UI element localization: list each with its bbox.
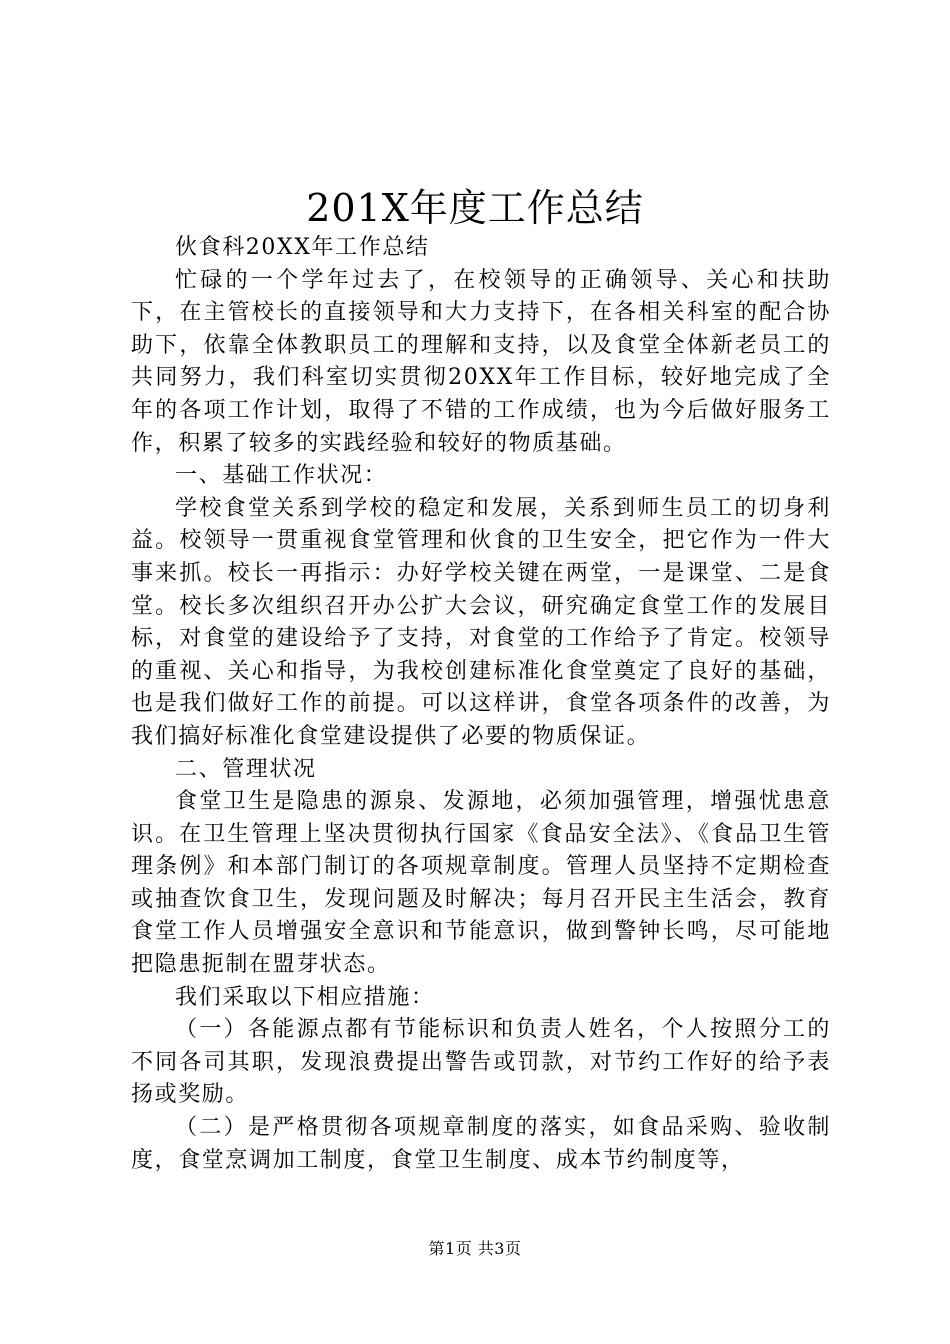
- paragraph-intro: 忙碌的一个学年过去了，在校领导的正确领导、关心和扶助下，在主管校长的直接领导和大力支持下，在各相关科室的配合协助下，依靠全体教职员工的理解和支持，以及食堂全体新老员工的共同努力，我们科室切实贯彻20XX年工作目标，较好地完成了全年的各项工作计划，取得了不错的工作成绩，也为今后做好服务工作，积累了较多的实践经验和较好的物质基础。: [131, 267, 831, 456]
- document-title: 201X年度工作总结: [306, 186, 644, 230]
- paragraph-basic-work: 学校食堂关系到学校的稳定和发展，关系到师生员工的切身利益。校领导一贯重视食堂管理和伙食的卫生安全，把它作为一件大事来抓。校长一再指示：办好学校关键在两堂，一是课堂、二是食堂。校长多次组织召开办公扩大会议，研究确定食堂工作的发展目标，对食堂的建设给予了支持，对食堂的工作给予了肯定。校领导的重视、关心和指导，为我校创建标准化食堂奠定了良好的基础，也是我们做好工作的前提。可以这样讲，食堂各项条件的改善，为我们搞好标准化食堂建设提供了必要的物质保证。: [131, 495, 831, 749]
- page-number-footer: 第1页 共3页: [428, 1239, 522, 1258]
- section-heading-management: 二、管理状况: [175, 756, 317, 782]
- paragraph-measure-2: （二）是严格贯彻各项规章制度的落实，如食品采购、验收制度，食堂烹调加工制度，食堂卫生制度、成本节约制度等，: [131, 1115, 831, 1173]
- paragraph-measure-1: （一）各能源点都有节能标识和负责人姓名，个人按照分工的不同各司其职，发现浪费提出警告或罚款，对节约工作好的给予表扬或奖励。: [131, 1017, 831, 1108]
- section-heading-basic-work: 一、基础工作状况：: [175, 463, 388, 489]
- paragraph-subtitle: 伙食科20XX年工作总结: [175, 235, 430, 260]
- document-body: [131, 232, 831, 1177]
- paragraph-management: 食堂卫生是隐患的源泉、发源地，必须加强管理，增强忧患意识。在卫生管理上坚决贯彻执行国家《食品安全法》、《食品卫生管理条例》和本部门制订的各项规章制度。管理人员坚持不定期检查或抽查饮食卫生，发现问题及时解决；每月召开民主生活会，教育食堂工作人员增强安全意识和节能意识，做到警钟长鸣，尽可能地把隐患扼制在盟芽状态。: [131, 789, 831, 978]
- paragraph-measures-intro: 我们采取以下相应措施：: [175, 984, 435, 1010]
